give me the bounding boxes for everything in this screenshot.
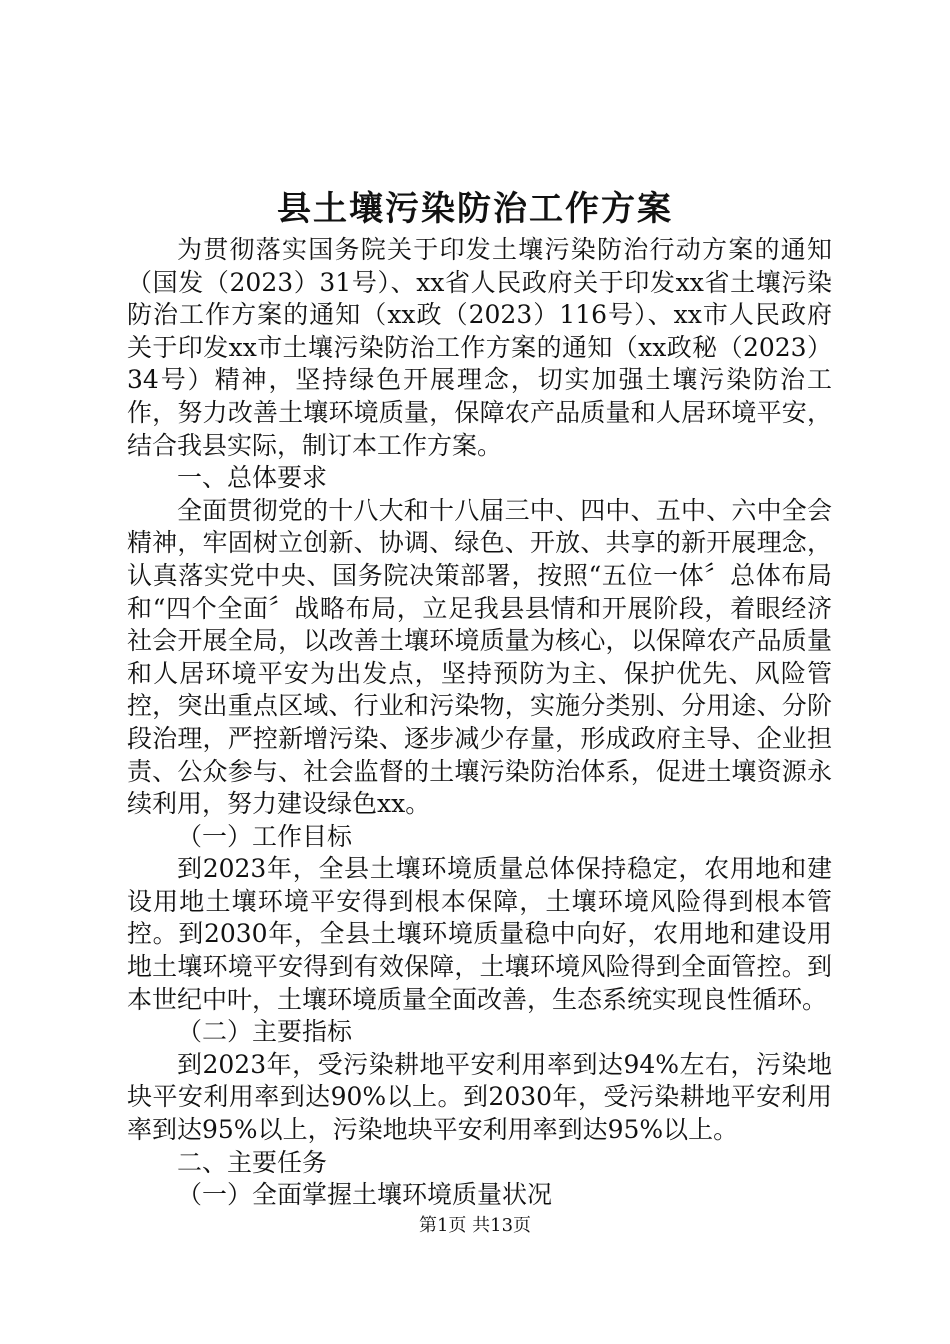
intro-paragraph: 为贯彻落实国务院关于印发土壤污染防治行动方案的通知（国发（2023）31号）、xx省人民政府关于印发xx省土壤污染防治工作方案的通知（xx政（2023）116号）、xx市人民政府关于印发xx市土壤污染防治工作方案的通知（xx政秘（2023）34号）精神，坚持绿色开展理念，切实加强土壤污染防治工作，努力改善土壤环境质量，保障农产品质量和人居环境平安，结合我县实际，制订本工作方案。 <box>127 235 832 460</box>
subsection-heading-work-goals: （一）工作目标 <box>177 821 353 851</box>
work-goals-paragraph: 到2023年，全县土壤环境质量总体保持稳定，农用地和建设用地土壤环境平安得到根本保障，土壤环境风险得到根本管控。到2030年，全县土壤环境质量稳中向好，农用地和建设用地土壤环境平安得到有效保障，土壤环境风险得到全面管控。到本世纪中叶，土壤环境质量全面改善，生态系统实现良性循环。 <box>127 854 832 1014</box>
section-heading-general-requirements: 一、总体要求 <box>177 463 328 493</box>
document-body <box>127 234 832 1212</box>
page-number-footer: 第1页 共13页 <box>418 1215 532 1236</box>
main-indicators-paragraph: 到2023年，受污染耕地平安利用率到达94%左右，污染地块平安利用率到达90%以上。到2030年，受污染耕地平安利用率到达95%以上，污染地块平安利用率到达95%以上。 <box>127 1049 832 1145</box>
section-heading-main-tasks: 二、主要任务 <box>177 1147 328 1177</box>
document-title: 县土壤污染防治工作方案 <box>277 189 673 229</box>
subsection-heading-soil-quality: （一）全面掌握土壤环境质量状况 <box>177 1180 553 1210</box>
general-requirements-paragraph: 全面贯彻党的十八大和十八届三中、四中、五中、六中全会精神，牢固树立创新、协调、绿色、开放、共享的新开展理念，认真落实党中央、国务院决策部署，按照“五位一体〞总体布局和“四个全面〞战略布局，立足我县县情和开展阶段，着眼经济社会开展全局，以改善土壤环境质量为核心，以保障农产品质量和人居环境平安为出发点，坚持预防为主、保护优先、风险管控，突出重点区域、行业和污染物，实施分类别、分用途、分阶段治理，严控新增污染、逐步减少存量，形成政府主导、企业担责、公众参与、社会监督的土壤污染防治体系，促进土壤资源永续利用，努力建设绿色xx。 <box>127 495 832 819</box>
subsection-heading-main-indicators: （二）主要指标 <box>177 1017 353 1047</box>
